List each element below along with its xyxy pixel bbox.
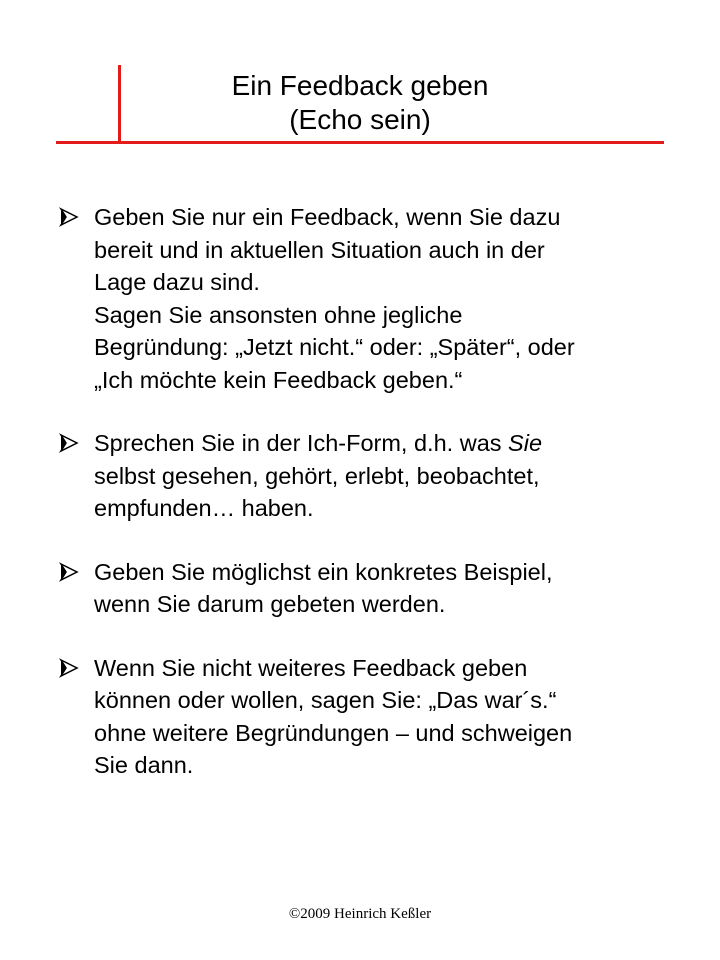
arrowhead-bullet-icon [58,657,80,679]
bullet-4-line-2: können oder wollen, sagen Sie: „Das war´s.“ [94,687,557,713]
bullet-1-line-1: Geben Sie nur ein Feedback, wenn Sie dazu [94,204,561,230]
bullet-1-line-3: Lage dazu sind. [94,269,260,295]
bullet-4-line-3: ohne weitere Begründungen – und schweigen [94,719,573,746]
bullet-1-line-6: „Ich möchte kein Feedback geben.“ [94,366,463,393]
page-title [120,69,600,137]
bullet-4-line-4: Sie dann. [94,752,194,778]
bullet-3-line-1: Geben Sie möglichst ein konkretes Beispiel, [94,558,553,585]
bullet-text-3 [94,556,658,621]
title-line-1: Ein Feedback geben [231,70,489,101]
bullet-1-line-5: Begründung: „Jetzt nicht.“ oder: „Später“, oder [94,334,575,360]
arrowhead-bullet-icon [58,432,80,454]
arrowhead-bullet-icon [58,561,80,583]
bullet-2-line-3: empfunden… haben. [94,495,314,521]
copyright-footer: ©2009 Heinrich Keßler [288,906,432,922]
bullet-1-line-4: Sagen Sie ansonsten ohne jegliche [94,301,463,328]
bullet-text-4 [94,652,658,782]
bullet-item-1 [58,201,658,396]
bullet-item-2 [58,427,658,525]
title-line-2: (Echo sein) [289,104,431,135]
bullet-2-line-2: selbst gesehen, gehört, erlebt, beobachtet, [94,462,540,489]
bullet-list [58,201,658,813]
bullet-item-3 [58,556,658,621]
title-accent-horizontal-line [56,141,664,144]
bullet-2-emphasis-sie: Sie [508,430,543,456]
bullet-text-1 [94,201,658,396]
bullet-2-line-1-prefix: Sprechen Sie in der Ich-Form, d.h. was [94,430,509,456]
bullet-item-4 [58,652,658,782]
arrowhead-bullet-icon [58,206,80,228]
bullet-4-line-1: Wenn Sie nicht weiteres Feedback geben [94,654,528,681]
bullet-text-2 [94,427,658,525]
bullet-3-line-2: wenn Sie darum gebeten werden. [94,591,446,617]
bullet-2-line-1 [94,427,658,460]
bullet-1-line-2: bereit und in aktuellen Situation auch in der [94,236,545,263]
